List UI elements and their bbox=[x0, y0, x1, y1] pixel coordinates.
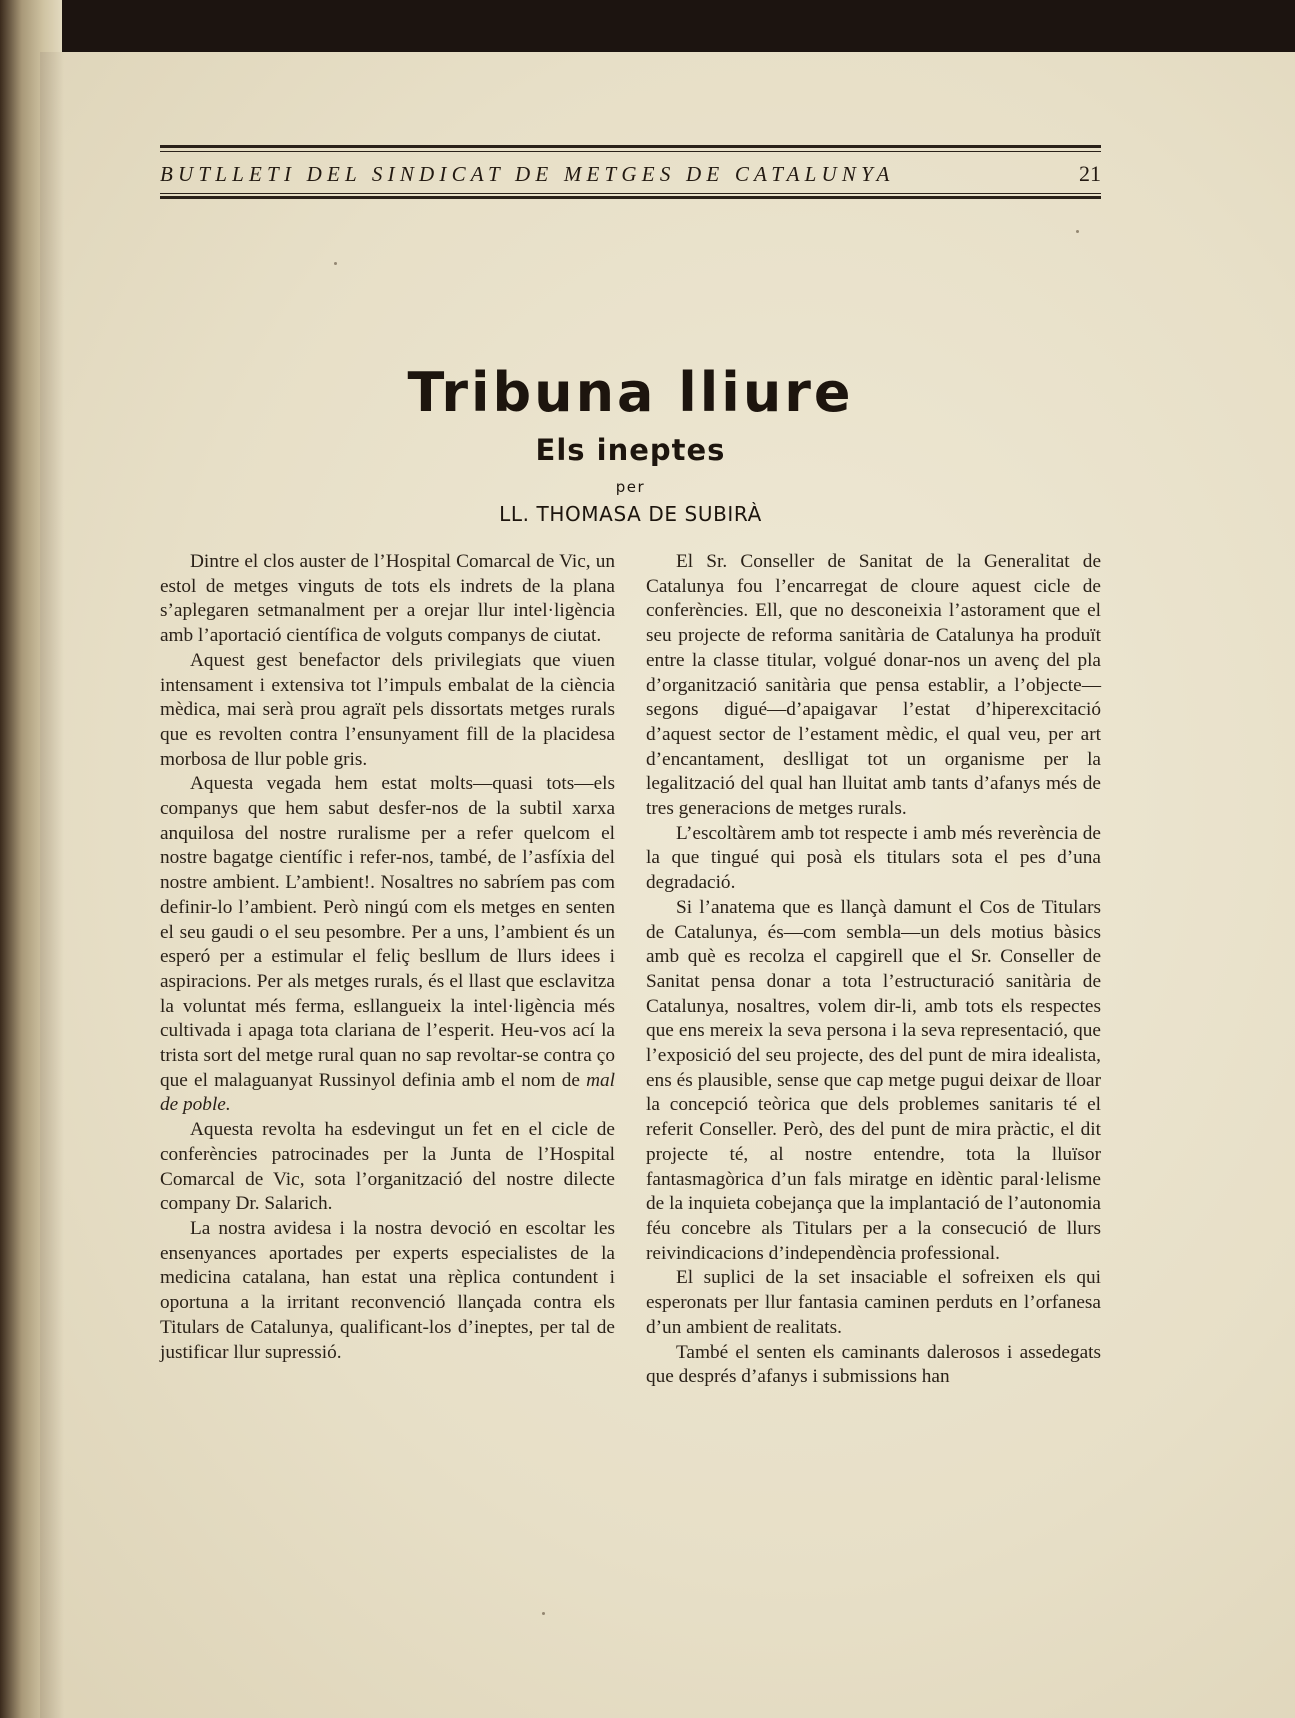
header-rule-bottom bbox=[160, 196, 1101, 199]
paragraph: La nostra avidesa i la nostra devoció en escoltar les ensenyances aportades per experts especialistes de la medicina catalana, han estat una rèplica contundent i oportuna a la irritant reconvenció llançada contra els Titulars de Catalunya, qualificant-los d’ineptes, per tal de justificar llur supressió. bbox=[160, 1217, 615, 1363]
paragraph: Aquest gest benefactor dels privilegiats que viuen intensament i extensiva tot l’impuls embalat de la ciència mèdica, mai serà prou agraït pels dissortats metges rurals que es revolten contra l’ensunyament fill de la placidesa morbosa de llur poble gris. bbox=[160, 649, 615, 770]
paper-speck bbox=[1076, 230, 1079, 233]
paragraph: Si l’anatema que es llançà damunt el Cos de Titulars de Catalunya, és—com sembla—un dels motius bàsics amb què es recolza el capgirell que el Sr. Conseller de Sanitat pensa donar a tota l’estructuració sanitària de Catalunya, nosaltres, volem dir-li, amb tots els respectes que ens mereix la seva persona i la seva representació, que l’exposició del seu projecte, des del punt de mira idealista, ens és plausible, sense que cap metge pugui deixar de lloar la concepció teòrica que dels problemes sanitaris té el referit Conseller. Però, des del punt de mira pràctic, el dit projecte té, al nostre entendre, tota la lluïsor fantasmagòrica d’un fals miratge en idèntic paral·lelisme de la inquieta cobejança que la implantació de l’autonomia féu concebre als Titulars per a la consecució de llurs reivindicacions d’independència professional. bbox=[646, 896, 1101, 1264]
paragraph-text: Aquesta vegada hem estat molts—quasi tots—els companys que hem sabut desfer-nos de la subtil xarxa anquilosa del nostre ruralisme per a refer quelcom el nostre bagatge científic i refer-nos, també, de l’asfíxia del nostre ambient. L’ambient!. Nosaltres no sabríem pas com definir-lo l’ambient. Però ningú com els metges en senten el seu gaudi o el seu pesombre. Per a uns, l’ambient és un esperó per a estimular el feliç besllum de llurs idees i aspiracions. Per als metges rurals, és el llast que esclavitza la voluntat més ferma, esllangueix la intel·ligència més cultivada i apaga tota clariana de l’esperit. Heu-vos ací la trista sort del metge rural quan no sap revoltar-se contra ço que el malaguanyat Russinyol definia amb el nom de bbox=[160, 773, 615, 1091]
header-rule-top bbox=[160, 145, 1101, 148]
paragraph: El Sr. Conseller de Sanitat de la Generalitat de Catalunya fou l’encarregat de cloure aquest cicle de conferències. Ell, que no desconeixia l’astorament que el seu projecte de reforma sanitària de Catalunya ha produït entre la classe titular, volgué donar-nos un avenç del pla d’organització sanitària que pensa establir, a l’objecte—segons digué—d’apaigavar l’estat d’hiperexcitació d’aquest sector de l’estament mèdic, el qual veu, per art d’encantament, deslligat tot un organisme per la legalització del qual han lluitat amb tants d’afanys més de tres generacions de metges rurals. bbox=[646, 551, 1101, 820]
paragraph: També el senten els caminants dalerosos i assedegats que després d’afanys i submissions han bbox=[646, 1341, 1101, 1388]
right-column bbox=[646, 550, 1101, 1390]
article-heading bbox=[160, 360, 1101, 530]
paper-speck bbox=[334, 262, 337, 265]
paragraph: El suplici de la set insaciable el sofreixen els qui esperonats per llur fantasia caminen perduts en l’orfanesa d’un ambient de realitats. bbox=[646, 1267, 1101, 1338]
header-rule-bottom-thin bbox=[160, 193, 1101, 194]
section-title: Tribuna lliure bbox=[407, 361, 854, 424]
article-author: LL. THOMASA DE SUBIRÀ bbox=[499, 502, 762, 526]
running-header bbox=[160, 145, 1101, 205]
byline-per: per bbox=[615, 478, 646, 496]
italic-phrase: mal de poble. bbox=[160, 1069, 615, 1116]
paragraph: L’escoltàrem amb tot respecte i amb més reverència de la que tingué qui posà els titulars sota el pes d’una degradació. bbox=[646, 822, 1101, 894]
paragraph bbox=[160, 772, 615, 1118]
paper-speck bbox=[542, 1612, 545, 1615]
header-rule-top-thin bbox=[160, 151, 1101, 152]
article-title: Els ineptes bbox=[535, 433, 726, 467]
journal-title: BUTLLETI DEL SINDICAT DE METGES DE CATALUNYA bbox=[160, 162, 895, 186]
paragraph: Aquesta revolta ha esdevingut un fet en el cicle de conferències patrocinades per la Junta de l’Hospital Comarcal de Vic, sota l’organització del nostre dilecte company Dr. Salarich. bbox=[160, 1119, 615, 1215]
page-number: 21 bbox=[1079, 161, 1101, 186]
left-column bbox=[160, 550, 615, 1365]
paragraph: Dintre el clos auster de l’Hospital Comarcal de Vic, un estol de metges vinguts de tots els indrets de la plana s’aplegaren setmanalment per a orejar llur intel·ligència amb l’aportació científica de volguts companys de ciutat. bbox=[160, 551, 615, 647]
page-gutter-shadow bbox=[40, 52, 64, 1718]
